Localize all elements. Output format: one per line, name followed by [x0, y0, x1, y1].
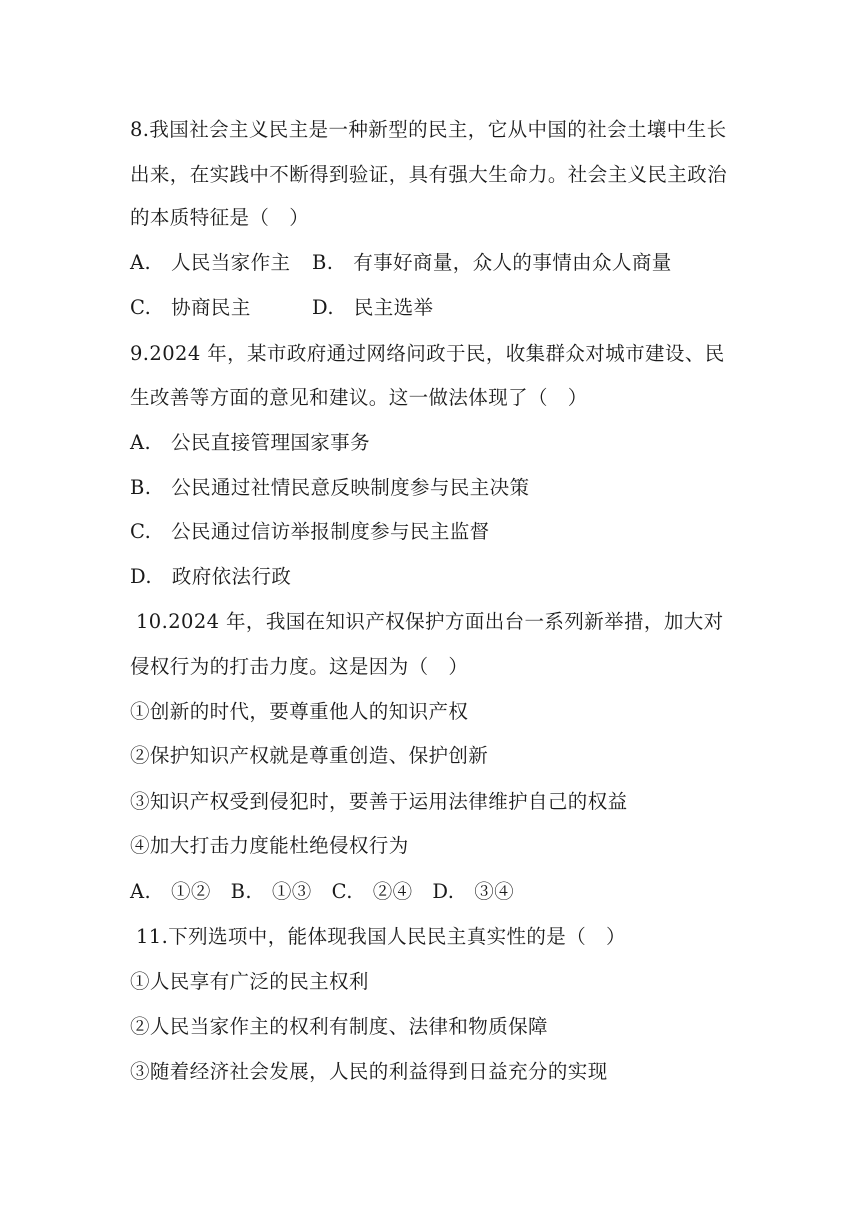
q10-stem-line-1: 10.2024 年，我国在知识产权保护方面出台一系列新举措，加大对 — [136, 610, 724, 633]
q9-option-c: C. 公民通过信访举报制度参与民主监督 — [130, 520, 490, 543]
q8-option-d: D. 民主选举 — [312, 296, 434, 319]
q9-option-a: A. 公民直接管理国家事务 — [130, 431, 370, 454]
q11-stem-line-1: 11.下列选项中，能体现我国人民民主真实性的是（ ） — [136, 925, 626, 948]
q11-statement-3: ③随着经济社会发展，人民的利益得到日益充分的实现 — [130, 1060, 608, 1083]
q9-option-d: D. 政府依法行政 — [130, 565, 292, 588]
q8-option-b: B. 有事好商量，众人的事情由众人商量 — [312, 251, 672, 274]
q10-statement-3: ③知识产权受到侵犯时，要善于运用法律维护自己的权益 — [130, 790, 628, 813]
q10-statement-4: ④加大打击力度能杜绝侵权行为 — [130, 834, 409, 857]
q10-options: A. ①② B. ①③ C. ②④ D. ③④ — [130, 880, 515, 903]
q8-stem-line-1: 8.我国社会主义民主是一种新型的民主，它从中国的社会土壤中生长 — [130, 118, 727, 141]
q8-option-c: C. 协商民主 — [130, 296, 251, 319]
q10-statement-1: ①创新的时代，要尊重他人的知识产权 — [130, 700, 469, 723]
q11-statement-2: ②人民当家作主的权利有制度、法律和物质保障 — [130, 1015, 548, 1038]
q11-statement-1: ①人民享有广泛的民主权利 — [130, 970, 369, 993]
q8-stem-line-3: 的本质特征是（ ） — [130, 206, 310, 229]
q9-stem-line-1: 9.2024 年，某市政府通过网络问政于民，收集群众对城市建设、民 — [130, 342, 725, 365]
q10-stem-line-2: 侵权行为的打击力度。这是因为（ ） — [130, 655, 469, 678]
q10-statement-2: ②保护知识产权就是尊重创造、保护创新 — [130, 744, 489, 767]
q8-stem-line-2: 出来，在实践中不断得到验证，具有强大生命力。社会主义民主政治 — [130, 163, 728, 186]
q9-option-b: B. 公民通过社情民意反映制度参与民主决策 — [130, 476, 530, 499]
q9-stem-line-2: 生改善等方面的意见和建议。这一做法体现了（ ） — [130, 386, 588, 409]
q8-option-a: A. 人民当家作主 — [130, 251, 291, 274]
